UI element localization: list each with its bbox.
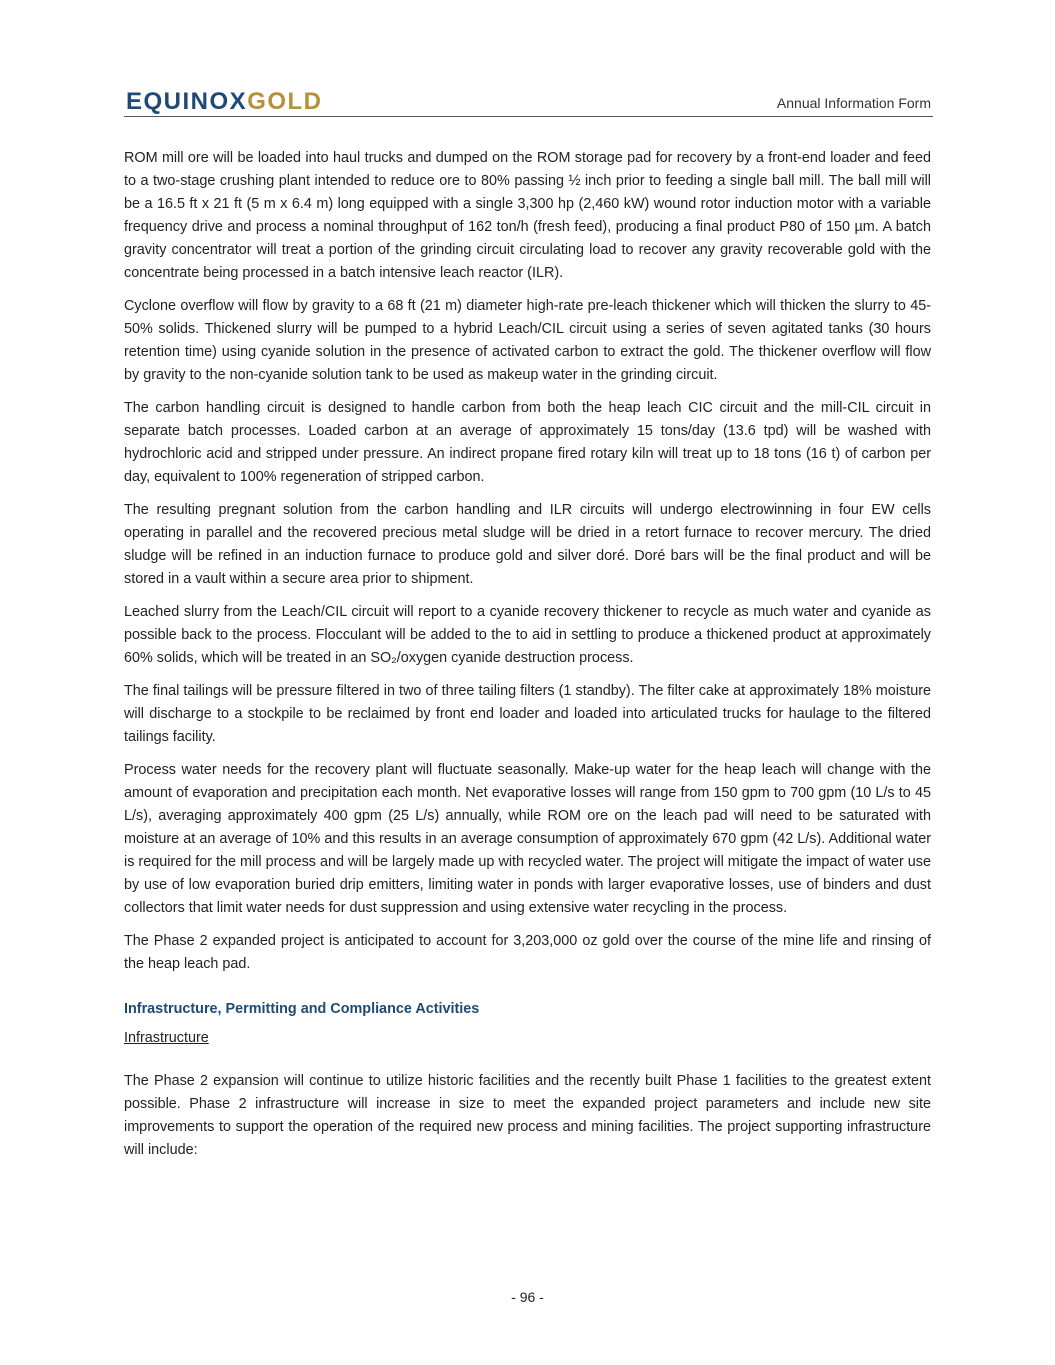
paragraph-process-water: Process water needs for the recovery plant will fluctuate seasonally. Make-up water for the heap leach will change with the amount of evaporation and precipitation each month. Net evaporative losses will range from 150 gpm to 700 gpm (10 L/s to 45 L/s), averaging approximately 400 gpm (25 L/s) annually, while ROM ore on the leach pad will need to be saturated with moisture at an average of 10% and this results in an average consumption of approximately 670 gpm (42 L/s). Additional water is required for the mill process and will be largely made up with recycled water. The project will mitigate the impact of water use by use of low evaporation buried drip emitters, limiting water in ponds with larger evaporative losses, use of binders and dust collectors that limit water needs for dust suppression and using extensive water recycling in the process. xyxy=(124,762,931,916)
page-header xyxy=(124,86,933,117)
equinox-gold-logo xyxy=(126,89,323,115)
page-number: - 96 - xyxy=(511,1289,544,1305)
paragraph-pregnant-solution: The resulting pregnant solution from the carbon handling and ILR circuits will undergo electrowinning in four EW cells operating in parallel and the recovered precious metal sludge will be dried in a retort furnace to recover mercury. The dried sludge will be refined in an induction furnace to produce gold and silver doré. Doré bars will be the final product and will be stored in a vault within a secure area prior to shipment. xyxy=(124,502,931,587)
document-body xyxy=(124,147,931,1172)
document-title: Annual Information Form xyxy=(776,95,931,111)
logo-text-equinox: EQUINOX xyxy=(126,88,248,115)
sub-heading-infrastructure: Infrastructure xyxy=(124,1030,209,1046)
paragraph-final-tailings: The final tailings will be pressure filtered in two of three tailing filters (1 standby). The filter cake at approximately 18% moisture will discharge to a stockpile to be reclaimed by front end loader and loaded into articulated trucks for haulage to the filtered tailings facility. xyxy=(124,683,931,745)
paragraph-phase-2-gold: The Phase 2 expanded project is anticipated to account for 3,203,000 oz gold over the course of the mine life and rinsing of the heap leach pad. xyxy=(124,933,931,972)
paragraph-carbon-handling: The carbon handling circuit is designed to handle carbon from both the heap leach CIC circuit and the mill-CIL circuit in separate batch processes. Loaded carbon at an average of approximately 15 tons/day (13.6 tpd) will be washed with hydrochloric acid and stripped under pressure. An indirect propane fired rotary kiln will treat up to 18 tons (16 t) of carbon per day, equivalent to 100% regeneration of stripped carbon. xyxy=(124,400,931,485)
logo-text-gold: GOLD xyxy=(247,88,323,115)
paragraph-leached-slurry: Leached slurry from the Leach/CIL circuit will report to a cyanide recovery thickener to recycle as much water and cyanide as possible back to the process. Flocculant will be added to the to aid in settling to produce a thickened product at approximately 60% solids, which will be treated in an SO₂/oxygen cyanide destruction process. xyxy=(124,604,931,666)
paragraph-phase-2-expansion: The Phase 2 expansion will continue to utilize historic facilities and the recently built Phase 1 facilities to the greatest extent possible. Phase 2 infrastructure will increase in size to meet the expanded project parameters and include new site improvements to support the operation of the required new process and mining facilities. The project supporting infrastructure will include: xyxy=(124,1073,931,1158)
section-heading-infrastructure-permitting: Infrastructure, Permitting and Compliance Activities xyxy=(124,1001,480,1017)
paragraph-cyclone-overflow: Cyclone overflow will flow by gravity to a 68 ft (21 m) diameter high-rate pre-leach thickener which will thicken the slurry to 45-50% solids. Thickened slurry will be pumped to a hybrid Leach/CIL circuit using a series of seven agitated tanks (30 hours retention time) using cyanide solution in the presence of activated carbon to extract the gold. The thickener overflow will flow by gravity to the non-cyanide solution tank to be used as makeup water in the grinding circuit. xyxy=(124,298,931,383)
paragraph-rom-mill-ore: ROM mill ore will be loaded into haul trucks and dumped on the ROM storage pad for recovery by a front-end loader and feed to a two-stage crushing plant intended to reduce ore to 80% passing ½ inch prior to feeding a single ball mill. The ball mill will be a 16.5 ft x 21 ft (5 m x 6.4 m) long equipped with a single 3,300 hp (2,460 kW) wound rotor induction motor with a variable frequency drive and process a nominal throughput of 162 ton/h (fresh feed), producing a final product P80 of 150 µm. A batch gravity concentrator will treat a portion of the grinding circuit circulating load to recover any gravity recoverable gold with the concentrate being processed in a batch intensive leach reactor (ILR). xyxy=(124,150,931,281)
